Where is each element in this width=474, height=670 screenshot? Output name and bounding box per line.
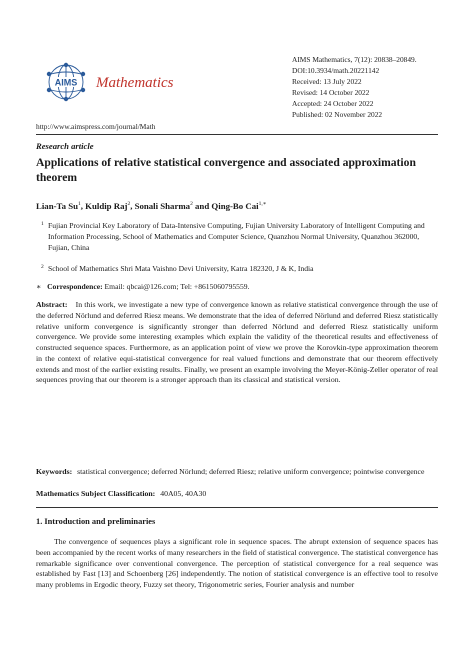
meta-accepted: Accepted: 24 October 2022 (292, 99, 374, 109)
author-separator: and (192, 201, 212, 211)
article-type: Research article (36, 141, 94, 151)
affiliation-text: Fujian Provincial Key Laboratory of Data-Intensive Computing, Fujian University Laboratory of Intelligent Computing and Information Processing, School of Mathematics and Computer Science, Quanzhou Normal University, Quanzhou 362000, Fujian, China (48, 221, 425, 252)
article-title: Applications of relative statistical convergence and associated approximation theorem (36, 156, 416, 184)
header-divider (36, 134, 438, 135)
meta-revised: Revised: 14 October 2022 (292, 88, 370, 98)
author-name: Sonali Sharma (134, 201, 191, 211)
publication-meta (292, 54, 467, 121)
author-list (36, 201, 266, 211)
author-affil-mark: 1,∗ (258, 201, 267, 207)
section-paragraph: The convergence of sequences plays a significant role in sequence spaces. The abrupt extension of sequence spaces has been accompanied by the recent works of many researchers in the field of statistical convergence. The statistical convergence has remarkable significance over conventional convergence. The perception of statistical convergence for a real sequence was established by Fast [13] and Schoenberg [26] independently. The notion of statistical convergence is an effective tool to resolve many problems in Ergodic theory, Fuzzy set theory, Trigonometric series, Fourier analysis and number (36, 537, 438, 589)
meta-received: Received: 13 July 2022 (292, 77, 362, 87)
author-name: Kuldip Raj (85, 201, 128, 211)
meta-doi[interactable]: DOI:10.3934/math.20221142 (292, 66, 380, 76)
author-separator: , (130, 201, 135, 211)
msc-classification (36, 489, 438, 500)
globe-icon (38, 62, 94, 102)
abstract (36, 300, 438, 386)
affiliation-number: 1 (41, 221, 44, 227)
correspondence (36, 282, 249, 291)
abstract-label: Abstract: (36, 300, 68, 309)
keywords-label: Keywords: (36, 467, 73, 476)
section-heading: 1. Introduction and preliminaries (36, 517, 156, 526)
author-name: Qing-Bo Cai (211, 201, 259, 211)
correspondence-star: ∗ (36, 282, 42, 291)
affiliation-2 (36, 264, 438, 275)
author-affil-mark: 2 (190, 201, 193, 207)
keywords (36, 467, 438, 478)
correspondence-label: Correspondence: (47, 282, 103, 291)
journal-name: Mathematics (96, 75, 174, 91)
author-affil-mark: 1 (77, 201, 81, 207)
logo-text: AIMS (54, 77, 78, 88)
msc-text: 40A05, 40A30 (160, 489, 207, 498)
msc-label: Mathematics Subject Classification: (36, 489, 156, 498)
abstract-divider (36, 507, 438, 508)
correspondence-text: Email: qbcai@126.com; Tel: +8615060795559. (102, 282, 250, 291)
aims-logo (38, 62, 94, 102)
abstract-text: In this work, we investigate a new type of convergence known as relative statistical convergence through the use of the deferred Nörlund and deferred Riesz means. We demonstrate that the idea of deferred Nörlund and deferred Riesz statistically relative uniform convergence is significantly stronger than deferred Nörlund and deferred Riesz statistically uniform convergence. We provide some interesting examples which explain the validity of the theoretical results and effectiveness of constructed sequence spaces. Furthermore, as an application point of view we prove the Korovkin-type approximation theorem in the context of relative equi-statistical convergence for real valued functions and demonstrate that our theorem effectively extends and most of the earlier existing results. Finally, we present an example involving the Meyer-König-Zeller operator of real sequences proving that our theorem is a stronger approach than its classical and statistical version. (36, 300, 438, 385)
affiliation-number: 2 (41, 264, 44, 270)
meta-citation: AIMS Mathematics, 7(12): 20838–20849. (292, 55, 417, 64)
keywords-text: statistical convergence; deferred Nörlund; deferred Riesz; relative uniform convergence; pointwise convergence (77, 467, 425, 476)
author-affil-mark: 2 (127, 201, 131, 207)
affiliation-1 (36, 221, 438, 253)
author-name: Lian-Ta Su (36, 201, 78, 211)
affiliation-text: School of Mathematics Shri Mata Vaishno Devi University, Katra 182320, J & K, India (48, 264, 314, 273)
author-separator: , (80, 201, 86, 211)
journal-url[interactable]: http://www.aimspress.com/journal/Math (36, 122, 156, 131)
meta-published: Published: 02 November 2022 (292, 110, 383, 120)
